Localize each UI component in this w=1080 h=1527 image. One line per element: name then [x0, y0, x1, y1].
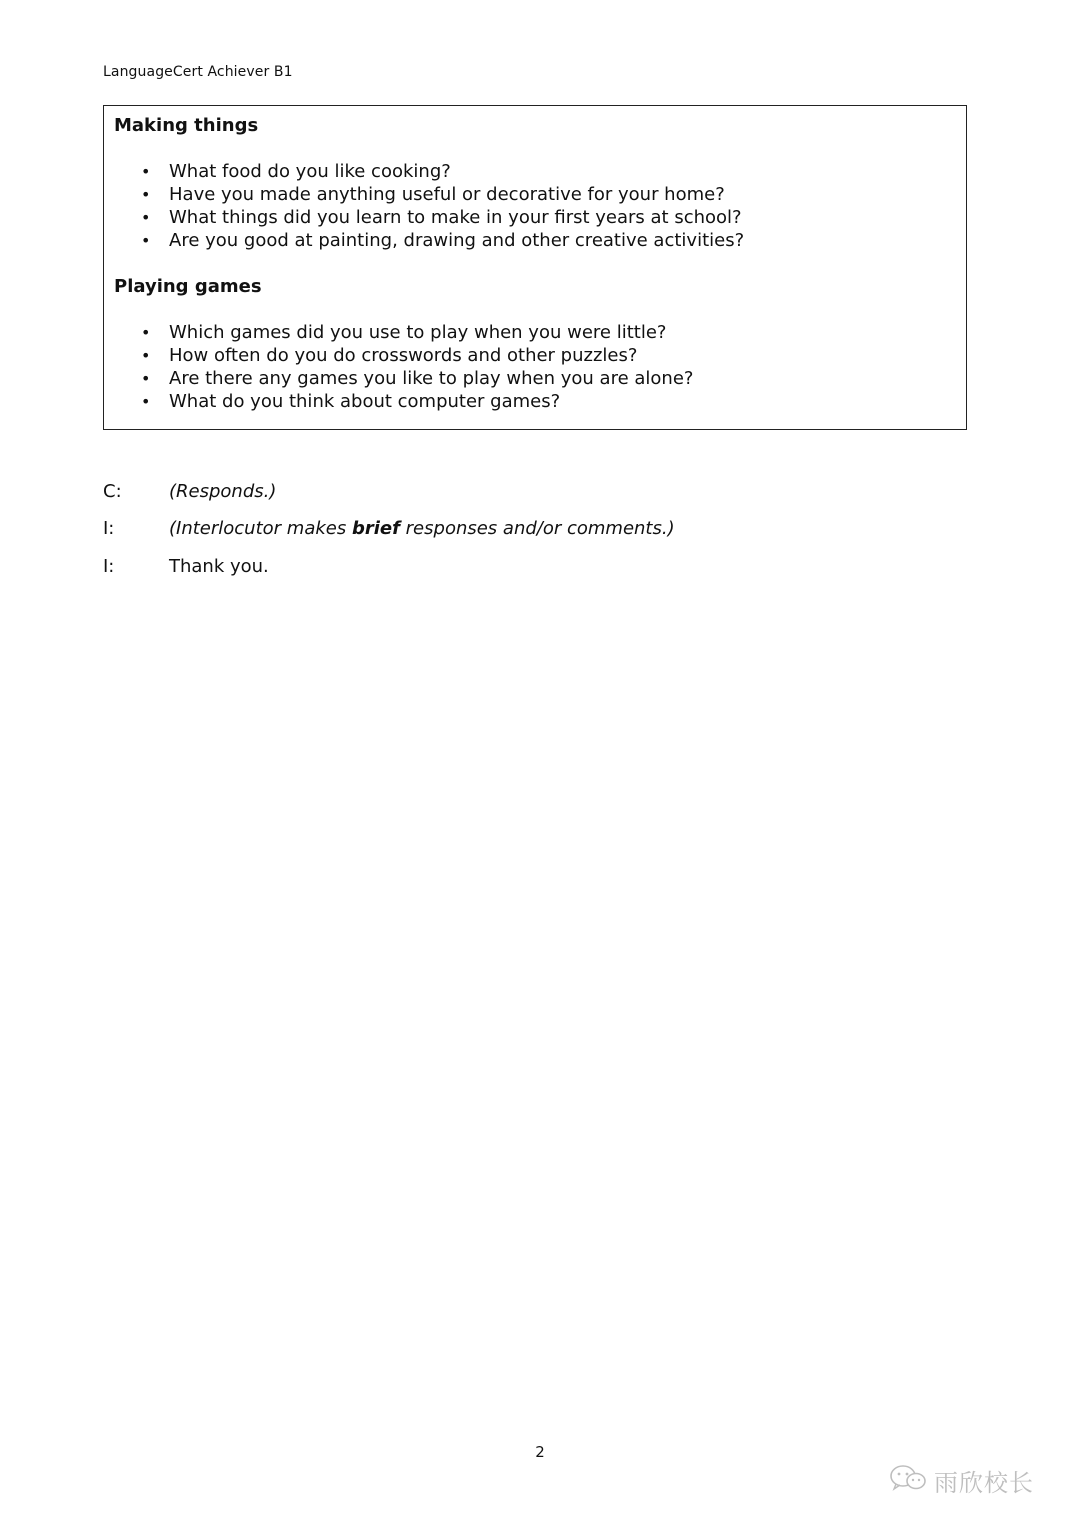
section-title-playing-games: Playing games — [114, 276, 262, 297]
wechat-icon — [888, 1463, 928, 1497]
bullet-icon: • — [141, 162, 151, 181]
bullet-icon: • — [141, 208, 151, 227]
watermark-text: 雨欣校长 — [934, 1468, 1034, 1497]
watermark — [888, 1462, 1034, 1498]
bullet-icon: • — [141, 185, 151, 204]
speaker-label: C: — [103, 481, 122, 502]
topic-box: Making things • What food do you like cooking? • Have you made anything useful or decorative for your home? • What things did you learn to make in your first years at school? • Are you good at painting, drawing and other creative activities? Playing games • Which games did you use to play when you were little? • How often do you do crosswords and other puzzles? • Are there any games you like to play when you are alone? • What do you think about computer games? — [103, 105, 967, 430]
dialogue-text: (Responds.) — [169, 481, 277, 502]
bullet-icon: • — [141, 323, 151, 342]
page-number: 2 — [535, 1443, 545, 1461]
speaker-label: I: — [103, 556, 115, 577]
emphasis-text: brief — [351, 518, 400, 539]
section-title-making-things: Making things — [114, 115, 259, 136]
bullet-icon: • — [141, 392, 151, 411]
dialogue-text: Thank you. — [169, 556, 269, 577]
speaker-label: I: — [103, 518, 115, 539]
bullet-icon: • — [141, 346, 151, 365]
bullet-icon: • — [141, 231, 151, 250]
bullet-icon: • — [141, 369, 151, 388]
dialogue-text: (Interlocutor makes brief responses and/or comments.) — [169, 518, 675, 539]
document-header: LanguageCert Achiever B1 — [103, 64, 293, 80]
